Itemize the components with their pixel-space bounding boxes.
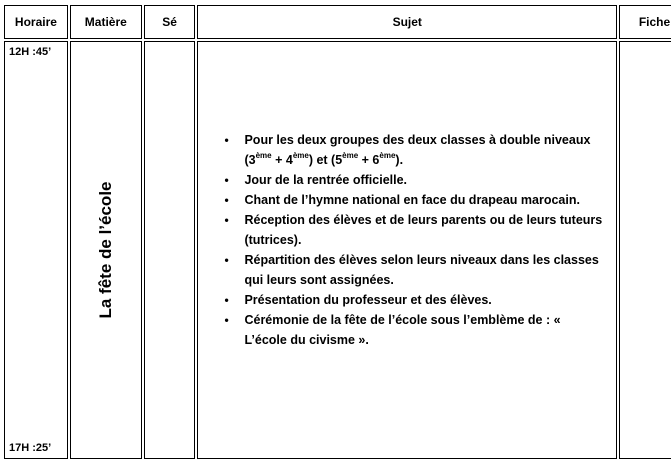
schedule-table bbox=[2, 3, 671, 461]
time-start: 12H :45’ bbox=[9, 46, 52, 58]
bullet-icon: • bbox=[224, 213, 229, 227]
subject-title: La fête de l’école bbox=[95, 181, 115, 319]
bullet-icon: • bbox=[224, 313, 229, 327]
time-end: 17H :25’ bbox=[9, 442, 52, 454]
header-seance: Sé bbox=[144, 5, 196, 39]
topic-text: Chant de l’hymne national en face du drapeau marocain. bbox=[244, 193, 580, 207]
topic-text: Cérémonie de la fête de l’école sous l’emblème de : « L’école du civisme ». bbox=[244, 313, 561, 347]
bullet-icon: • bbox=[224, 173, 229, 187]
header-row bbox=[4, 5, 671, 39]
topic-text: ). bbox=[395, 153, 404, 167]
header-matiere: Matière bbox=[70, 5, 142, 39]
topic-text: Répartition des élèves selon leurs niveaux dans les classes qui leurs sont assignées. bbox=[244, 253, 599, 287]
topic-sup: ème bbox=[292, 150, 309, 160]
topic-text: + 6 bbox=[358, 153, 380, 167]
header-horaire: Horaire bbox=[4, 5, 68, 39]
list-item bbox=[222, 250, 606, 290]
list-item bbox=[222, 170, 606, 190]
bullet-icon: • bbox=[224, 253, 229, 267]
horaire-cell bbox=[4, 41, 68, 459]
header-fiche: Fiche bbox=[619, 5, 671, 39]
topic-text: Jour de la rentrée officielle. bbox=[244, 173, 408, 187]
topics-list bbox=[222, 130, 606, 350]
topic-text: Réception des élèves et de leurs parents ou de leurs tuteurs (tutrices). bbox=[244, 213, 603, 247]
topic-sup: ème bbox=[379, 150, 396, 160]
bullet-icon: • bbox=[224, 133, 229, 147]
table-row bbox=[4, 41, 671, 459]
topic-sup: ème bbox=[342, 150, 359, 160]
list-item bbox=[222, 210, 606, 250]
topic-text: ) et (5 bbox=[308, 153, 343, 167]
list-item bbox=[222, 190, 606, 210]
bullet-icon: • bbox=[224, 293, 229, 307]
bullet-icon: • bbox=[224, 193, 229, 207]
list-item bbox=[222, 290, 606, 310]
topic-text: + 4 bbox=[271, 153, 293, 167]
topic-text: Présentation du professeur et des élèves. bbox=[244, 293, 492, 307]
fiche-cell bbox=[619, 41, 671, 459]
seance-cell bbox=[144, 41, 196, 459]
list-item bbox=[222, 130, 606, 170]
matiere-cell bbox=[70, 41, 142, 459]
sujet-cell bbox=[197, 41, 617, 459]
topic-sup: ème bbox=[255, 150, 272, 160]
header-sujet: Sujet bbox=[197, 5, 617, 39]
list-item bbox=[222, 310, 606, 350]
topic-text: Pour les deux groupes des deux classes à double niveaux (3 bbox=[244, 133, 591, 167]
